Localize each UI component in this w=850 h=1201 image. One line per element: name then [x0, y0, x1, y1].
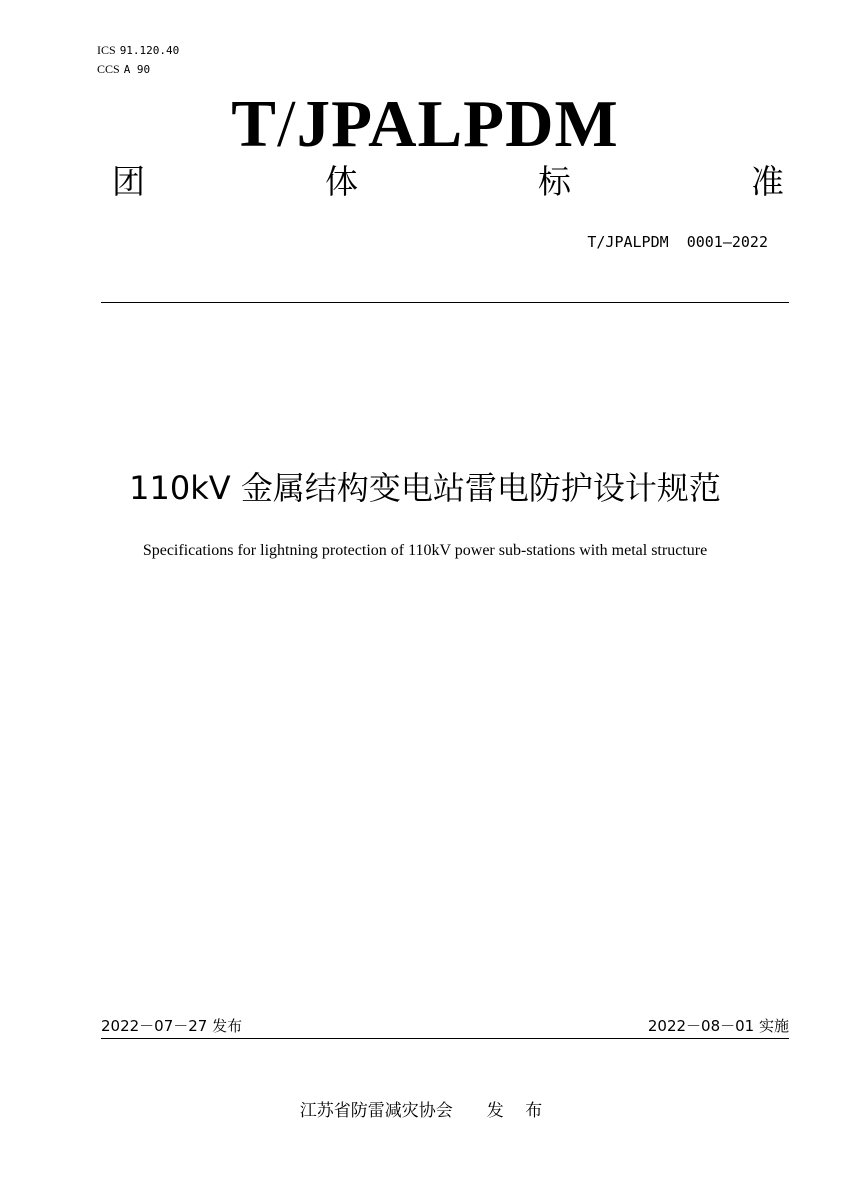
standard-code-heading: [0, 84, 850, 164]
title-english: Specifications for lightning protection of 110kV power sub-stations with metal structure: [142, 542, 708, 559]
ics-label: ICS: [97, 43, 116, 57]
standard-type: [112, 160, 784, 204]
standard-code-slash: /: [277, 87, 297, 161]
classification-codes: [97, 41, 179, 79]
issue-date: 2022－07－27 发布: [101, 1017, 243, 1035]
publisher-organization: 江苏省防雷减灾协会: [299, 1101, 453, 1121]
ics-code: 91.120.40: [119, 44, 180, 57]
ccs-line: [97, 60, 179, 79]
standard-type-char: 准: [751, 162, 784, 201]
publisher-line: [0, 1099, 850, 1123]
ics-line: [97, 41, 179, 60]
implementation-date: 2022－08－01 实施: [647, 1017, 789, 1035]
ccs-label: CCS: [97, 62, 120, 76]
standard-type-char: 标: [538, 162, 571, 201]
title-chinese: 110kV 金属结构变电站雷电防护设计规范: [129, 469, 721, 507]
top-divider: [101, 302, 789, 303]
publisher-action: 发 布: [486, 1101, 551, 1121]
standard-number: T/JPALPDM 0001—2022: [587, 233, 768, 251]
standard-code-prefix: T: [231, 87, 277, 161]
standard-code-body: JPALPDM: [296, 87, 619, 161]
bottom-divider: [101, 1038, 789, 1039]
ccs-code: A 90: [123, 63, 151, 76]
standard-type-char: 体: [325, 162, 358, 201]
standard-type-char: 团: [112, 162, 145, 201]
